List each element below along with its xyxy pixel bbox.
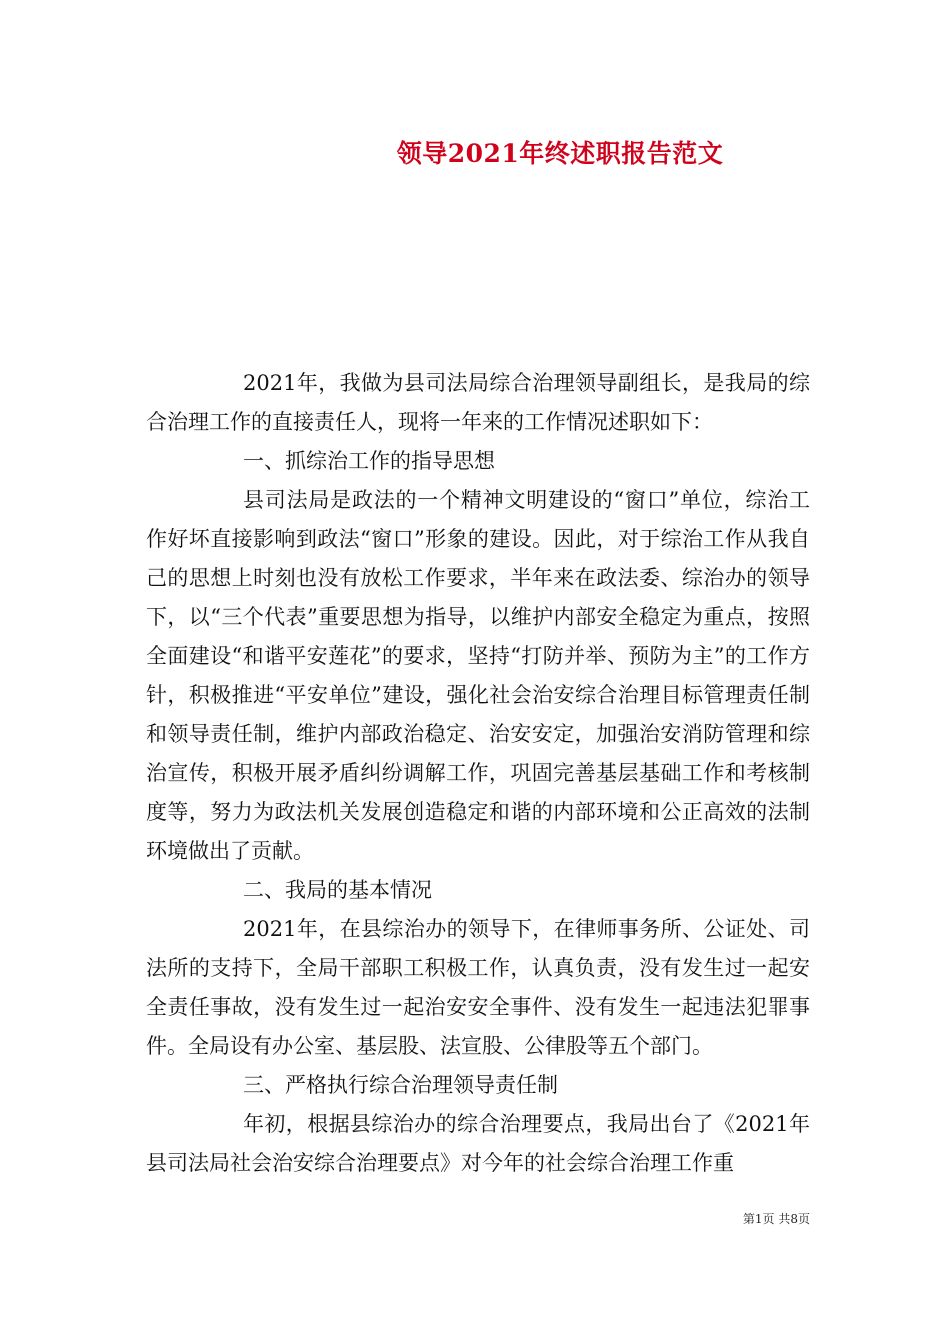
document-body xyxy=(146,364,810,1183)
heading-responsibility-system: 三、严格执行综合治理领导责任制 xyxy=(243,1073,558,1097)
heading-basic-situation: 二、我局的基本情况 xyxy=(243,878,432,902)
paragraph-basic-situation: 2021年，在县综治办的领导下，在律师事务所、公证处、司法所的支持下，全局干部职工积极工作，认真负责，没有发生过一起安全责任事故，没有发生过一起治安安全事件、没有发生一起违法犯罪事件。全局设有办公室、基层股、法宣股、公律股等五个部门。 xyxy=(146,917,810,1058)
page-number: 第1页 共8页 xyxy=(742,1212,810,1226)
paragraph-responsibility-system: 年初，根据县综治办的综合治理要点，我局出台了《2021年县司法局社会治安综合治理要点》对今年的社会综合治理工作重 xyxy=(146,1112,810,1175)
document-title: 领导2021年终述职报告范文 xyxy=(396,139,724,168)
paragraph-intro: 2021年，我做为县司法局综合治理领导副组长，是我局的综合治理工作的直接责任人，现将一年来的工作情况述职如下： xyxy=(146,371,810,434)
paragraph-guiding-ideology: 县司法局是政法的一个精神文明建设的“窗口”单位，综治工作好坏直接影响到政法“窗口”形象的建设。因此，对于综治工作从我自己的思想上时刻也没有放松工作要求，半年来在政法委、综治办的领导下，以“三个代表”重要思想为指导，以维护内部安全稳定为重点，按照全面建设“和谐平安莲花”的要求，坚持“打防并举、预防为主”的工作方针，积极推进“平安单位”建设，强化社会治安综合治理目标管理责任制和领导责任制，维护内部政治稳定、治安安定，加强治安消防管理和综治宣传，积极开展矛盾纠纷调解工作，巩固完善基层基础工作和考核制度等，努力为政法机关发展创造稳定和谐的内部环境和公正高效的法制环境做出了贡献。 xyxy=(146,488,810,863)
heading-guiding-ideology: 一、抓综治工作的指导思想 xyxy=(243,449,495,473)
